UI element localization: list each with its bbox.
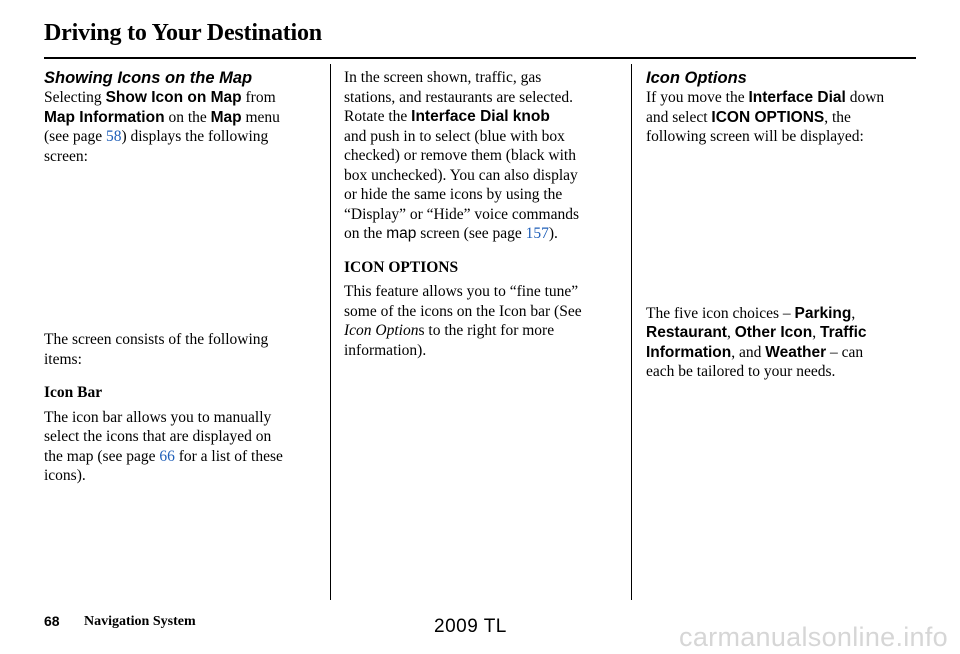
screen-ref-map: map bbox=[386, 225, 417, 242]
site-watermark: carmanualsonline.info bbox=[679, 622, 948, 652]
paragraph-move-dial: If you move the Interface Dial down and select ICON OPTIONS, the following screen will be displayed: bbox=[646, 89, 885, 145]
page-link-58[interactable]: 58 bbox=[105, 128, 122, 145]
column-divider-2 bbox=[631, 64, 632, 600]
page-link-157[interactable]: 157 bbox=[525, 225, 549, 242]
section-title-icon-options: Icon Options bbox=[646, 69, 747, 87]
paragraph-intro: Selecting Show Icon on Map from Map Information on the Map menu (see page 58) displays the following screen: bbox=[44, 89, 280, 165]
page-header-title: Driving to Your Destination bbox=[44, 20, 322, 46]
page-link-66[interactable]: 66 bbox=[159, 447, 175, 465]
header-rule bbox=[44, 57, 916, 59]
italic-ref-icon-options: Icon Option bbox=[344, 322, 419, 339]
option-ref-traffic: Traffic bbox=[819, 324, 867, 341]
subhead-icon-options: ICON OPTIONS bbox=[344, 258, 459, 276]
option-ref-weather: Weather bbox=[765, 343, 827, 361]
column-left bbox=[44, 68, 326, 486]
paragraph-screen-consists: The screen consists of the following items: bbox=[44, 331, 269, 368]
column-middle bbox=[344, 68, 626, 360]
option-ref-other-icon: Other Icon bbox=[734, 324, 813, 341]
option-ref-restaurant: Restaurant bbox=[646, 324, 727, 341]
menu-ref-icon-options: ICON OPTIONS bbox=[711, 108, 825, 126]
screen-image-placeholder-2 bbox=[646, 147, 926, 304]
page-number: 68 bbox=[44, 613, 60, 629]
paragraph-fine-tune: This feature allows you to “fine tune” some of the icons on the Icon bar (See Icon Options to the right for more information). bbox=[344, 283, 582, 359]
option-ref-information: Information bbox=[646, 343, 732, 361]
option-ref-parking: Parking bbox=[794, 304, 852, 322]
menu-ref-map-information: Map Information bbox=[44, 108, 165, 126]
menu-ref-map: Map bbox=[210, 108, 242, 126]
paragraph-icon-bar: The icon bar allows you to manually select the icons that are displayed on the map (see page 66 for a list of these icons). bbox=[44, 408, 283, 484]
column-divider-1 bbox=[330, 64, 331, 600]
paragraph-five-choices: The five icon choices – Parking, Restaurant, Other Icon, Traffic Information, and Weather – can each be tailored to your needs. bbox=[646, 304, 867, 380]
subhead-icon-bar: Icon Bar bbox=[44, 384, 103, 401]
footer-title: Navigation System bbox=[84, 614, 196, 629]
menu-ref-show-icon-on-map: Show Icon on Map bbox=[105, 89, 242, 106]
model-year-watermark: 2009 TL bbox=[434, 616, 507, 637]
section-title-showing-icons: Showing Icons on the Map bbox=[44, 69, 253, 87]
control-ref-interface-dial-knob: Interface Dial knob bbox=[411, 108, 550, 125]
paragraph-screen-shown: In the screen shown, traffic, gas stations, and restaurants are selected. Rotate the Interface Dial knob and push in to select (blue with box checked) or remove them (black with box unchecked). You can also display or hide the same icons by using the “Display” or “Hide” voice commands on the map screen (see page 157). bbox=[344, 69, 579, 242]
screen-image-placeholder bbox=[44, 166, 326, 330]
control-ref-interface-dial: Interface Dial bbox=[748, 89, 846, 106]
column-right bbox=[646, 68, 926, 382]
